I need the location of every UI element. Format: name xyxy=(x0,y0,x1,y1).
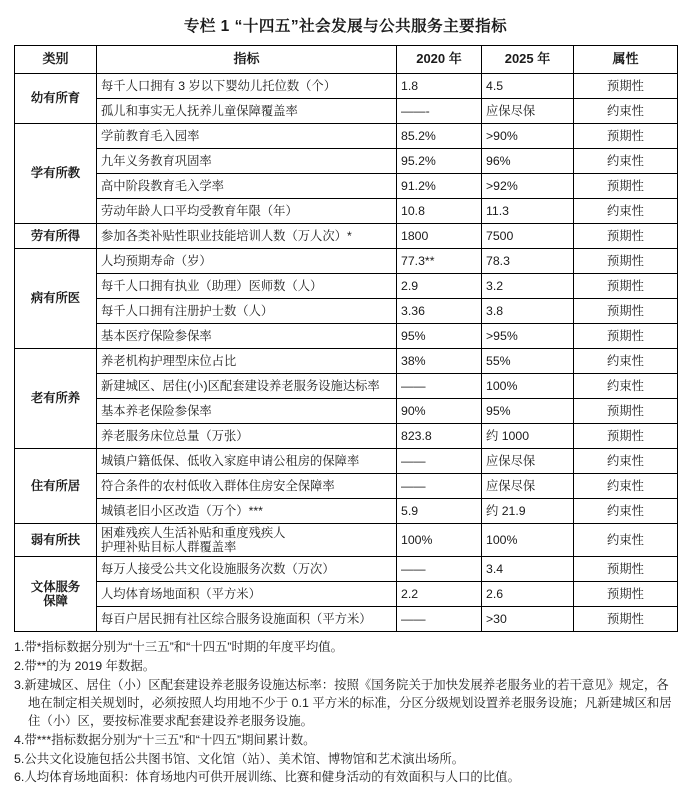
attribute-cell: 约束性 xyxy=(574,349,678,374)
attribute-cell: 预期性 xyxy=(574,607,678,632)
table-row xyxy=(15,74,678,99)
table-row xyxy=(15,199,678,224)
attribute-cell: 预期性 xyxy=(574,224,678,249)
attribute-cell: 约束性 xyxy=(574,149,678,174)
value-2020-cell: —— xyxy=(397,474,482,499)
table-row xyxy=(15,449,678,474)
table-row xyxy=(15,349,678,374)
value-2020-cell: 95% xyxy=(397,324,482,349)
indicator-cell: 符合条件的农村低收入群体住房安全保障率 xyxy=(97,474,397,499)
attribute-cell: 约束性 xyxy=(574,199,678,224)
table-row xyxy=(15,124,678,149)
indicators-table xyxy=(14,45,678,632)
indicator-cell: 学前教育毛入园率 xyxy=(97,124,397,149)
attribute-cell: 预期性 xyxy=(574,124,678,149)
indicator-cell: 人均预期寿命（岁） xyxy=(97,249,397,274)
attribute-cell: 预期性 xyxy=(574,174,678,199)
indicator-cell: 基本医疗保险参保率 xyxy=(97,324,397,349)
table-row xyxy=(15,149,678,174)
value-2025-cell: 3.8 xyxy=(482,299,574,324)
indicator-cell: 每万人接受公共文化设施服务次数（万次） xyxy=(97,557,397,582)
category-cell: 学有所教 xyxy=(15,124,97,224)
category-cell: 幼有所育 xyxy=(15,74,97,124)
value-2020-cell: 1800 xyxy=(397,224,482,249)
category-cell: 劳有所得 xyxy=(15,224,97,249)
value-2020-cell: 1.8 xyxy=(397,74,482,99)
value-2025-cell: 95% xyxy=(482,399,574,424)
value-2020-cell: 10.8 xyxy=(397,199,482,224)
value-2025-cell: 55% xyxy=(482,349,574,374)
table-notes xyxy=(14,638,677,786)
attribute-cell: 约束性 xyxy=(574,499,678,524)
value-2020-cell: 91.2% xyxy=(397,174,482,199)
value-2025-cell: 约 21.9 xyxy=(482,499,574,524)
table-row xyxy=(15,374,678,399)
value-2020-cell: 100% xyxy=(397,524,482,557)
value-2020-cell: 5.9 xyxy=(397,499,482,524)
indicator-cell: 孤儿和事实无人抚养儿童保障覆盖率 xyxy=(97,99,397,124)
category-cell: 老有所养 xyxy=(15,349,97,449)
column-header-2025: 2025 年 xyxy=(482,46,574,74)
attribute-cell: 预期性 xyxy=(574,74,678,99)
value-2025-cell: 3.4 xyxy=(482,557,574,582)
value-2020-cell: —— xyxy=(397,557,482,582)
value-2025-cell: 100% xyxy=(482,374,574,399)
indicator-cell: 每百户居民拥有社区综合服务设施面积（平方米） xyxy=(97,607,397,632)
indicator-cell: 每千人口拥有执业（助理）医师数（人） xyxy=(97,274,397,299)
value-2025-cell: >92% xyxy=(482,174,574,199)
page-title: 专栏 1 “十四五”社会发展与公共服务主要指标 xyxy=(183,18,508,35)
value-2025-cell: >30 xyxy=(482,607,574,632)
note-line: 2.带**的为 2019 年数据。 xyxy=(14,659,156,674)
note-line: 1.带*指标数据分别为“十三五”和“十四五”时期的年度平均值。 xyxy=(14,640,344,655)
value-2025-cell: >95% xyxy=(482,324,574,349)
value-2020-cell: —— xyxy=(397,449,482,474)
indicator-cell: 每千人口拥有 3 岁以下婴幼儿托位数（个） xyxy=(97,74,397,99)
attribute-cell: 预期性 xyxy=(574,299,678,324)
table-row xyxy=(15,324,678,349)
indicator-cell: 基本养老保险参保率 xyxy=(97,399,397,424)
value-2025-cell: 4.5 xyxy=(482,74,574,99)
indicator-cell: 参加各类补贴性职业技能培训人数（万人次）* xyxy=(97,224,397,249)
value-2020-cell: 823.8 xyxy=(397,424,482,449)
value-2020-cell: ——- xyxy=(397,99,482,124)
table-row xyxy=(15,99,678,124)
table-row xyxy=(15,299,678,324)
table-row xyxy=(15,607,678,632)
value-2020-cell: —— xyxy=(397,607,482,632)
indicator-cell: 养老机构护理型床位占比 xyxy=(97,349,397,374)
attribute-cell: 约束性 xyxy=(574,474,678,499)
note-line: 3.新建城区、居住（小）区配套建设养老服务设施达标率：按照《国务院关于加快发展养老服务业的若干意见》规定，各地在制定相关规划时，必须按照人均用地不少于 0.1 平方米的标准，分区分级规划设置养老服务设施；凡新建城区和居住（小）区，要按标准要求配套建设养老服务设施。 xyxy=(14,677,672,729)
attribute-cell: 预期性 xyxy=(574,424,678,449)
category-cell: 住有所居 xyxy=(15,449,97,524)
attribute-cell: 预期性 xyxy=(574,324,678,349)
attribute-cell: 预期性 xyxy=(574,582,678,607)
value-2025-cell: 应保尽保 xyxy=(482,449,574,474)
table-row xyxy=(15,424,678,449)
attribute-cell: 约束性 xyxy=(574,524,678,557)
indicator-cell: 每千人口拥有注册护士数（人） xyxy=(97,299,397,324)
value-2020-cell: 90% xyxy=(397,399,482,424)
value-2025-cell: 11.3 xyxy=(482,199,574,224)
table-row xyxy=(15,582,678,607)
table-row xyxy=(15,174,678,199)
table-row xyxy=(15,224,678,249)
indicator-cell: 劳动年龄人口平均受教育年限（年） xyxy=(97,199,397,224)
attribute-cell: 预期性 xyxy=(574,399,678,424)
value-2025-cell: 96% xyxy=(482,149,574,174)
table-row xyxy=(15,399,678,424)
indicator-cell: 困难残疾人生活补贴和重度残疾人 护理补贴目标人群覆盖率 xyxy=(97,524,397,557)
value-2020-cell: 2.2 xyxy=(397,582,482,607)
value-2020-cell: 38% xyxy=(397,349,482,374)
table-row xyxy=(15,524,678,557)
table-row xyxy=(15,499,678,524)
value-2020-cell: 77.3** xyxy=(397,249,482,274)
table-row xyxy=(15,249,678,274)
note-line: 4.带***指标数据分别为“十三五”和“十四五”期间累计数。 xyxy=(14,732,316,747)
value-2025-cell: 2.6 xyxy=(482,582,574,607)
value-2025-cell: 约 1000 xyxy=(482,424,574,449)
column-header-indicator: 指标 xyxy=(97,46,397,74)
column-header-2020: 2020 年 xyxy=(397,46,482,74)
value-2025-cell: >90% xyxy=(482,124,574,149)
value-2025-cell: 应保尽保 xyxy=(482,474,574,499)
category-cell: 病有所医 xyxy=(15,249,97,349)
note-line: 5.公共文化设施包括公共图书馆、文化馆（站）、美术馆、博物馆和艺术演出场所。 xyxy=(14,751,465,766)
category-cell: 弱有所扶 xyxy=(15,524,97,557)
attribute-cell: 预期性 xyxy=(574,557,678,582)
value-2020-cell: —— xyxy=(397,374,482,399)
indicator-cell: 九年义务教育巩固率 xyxy=(97,149,397,174)
indicator-cell: 新建城区、居住(小)区配套建设养老服务设施达标率 xyxy=(97,374,397,399)
table-header-row xyxy=(15,46,678,74)
attribute-cell: 预期性 xyxy=(574,274,678,299)
attribute-cell: 约束性 xyxy=(574,374,678,399)
indicator-cell: 人均体育场地面积（平方米） xyxy=(97,582,397,607)
attribute-cell: 约束性 xyxy=(574,449,678,474)
value-2020-cell: 3.36 xyxy=(397,299,482,324)
value-2020-cell: 85.2% xyxy=(397,124,482,149)
attribute-cell: 预期性 xyxy=(574,249,678,274)
table-row xyxy=(15,274,678,299)
value-2020-cell: 2.9 xyxy=(397,274,482,299)
category-cell: 文体服务 保障 xyxy=(15,557,97,632)
attribute-cell: 约束性 xyxy=(574,99,678,124)
indicator-cell: 城镇户籍低保、低收入家庭申请公租房的保障率 xyxy=(97,449,397,474)
column-header-attribute: 属性 xyxy=(574,46,678,74)
value-2025-cell: 78.3 xyxy=(482,249,574,274)
column-header-category: 类别 xyxy=(15,46,97,74)
indicator-cell: 养老服务床位总量（万张） xyxy=(97,424,397,449)
indicator-cell: 高中阶段教育毛入学率 xyxy=(97,174,397,199)
note-line: 6.人均体育场地面积：体育场地内可供开展训练、比赛和健身活动的有效面积与人口的比值。 xyxy=(14,770,520,785)
value-2025-cell: 3.2 xyxy=(482,274,574,299)
value-2020-cell: 95.2% xyxy=(397,149,482,174)
indicator-cell: 城镇老旧小区改造（万个）*** xyxy=(97,499,397,524)
value-2025-cell: 应保尽保 xyxy=(482,99,574,124)
value-2025-cell: 7500 xyxy=(482,224,574,249)
table-row xyxy=(15,474,678,499)
table-body xyxy=(15,74,678,632)
table-row xyxy=(15,557,678,582)
value-2025-cell: 100% xyxy=(482,524,574,557)
